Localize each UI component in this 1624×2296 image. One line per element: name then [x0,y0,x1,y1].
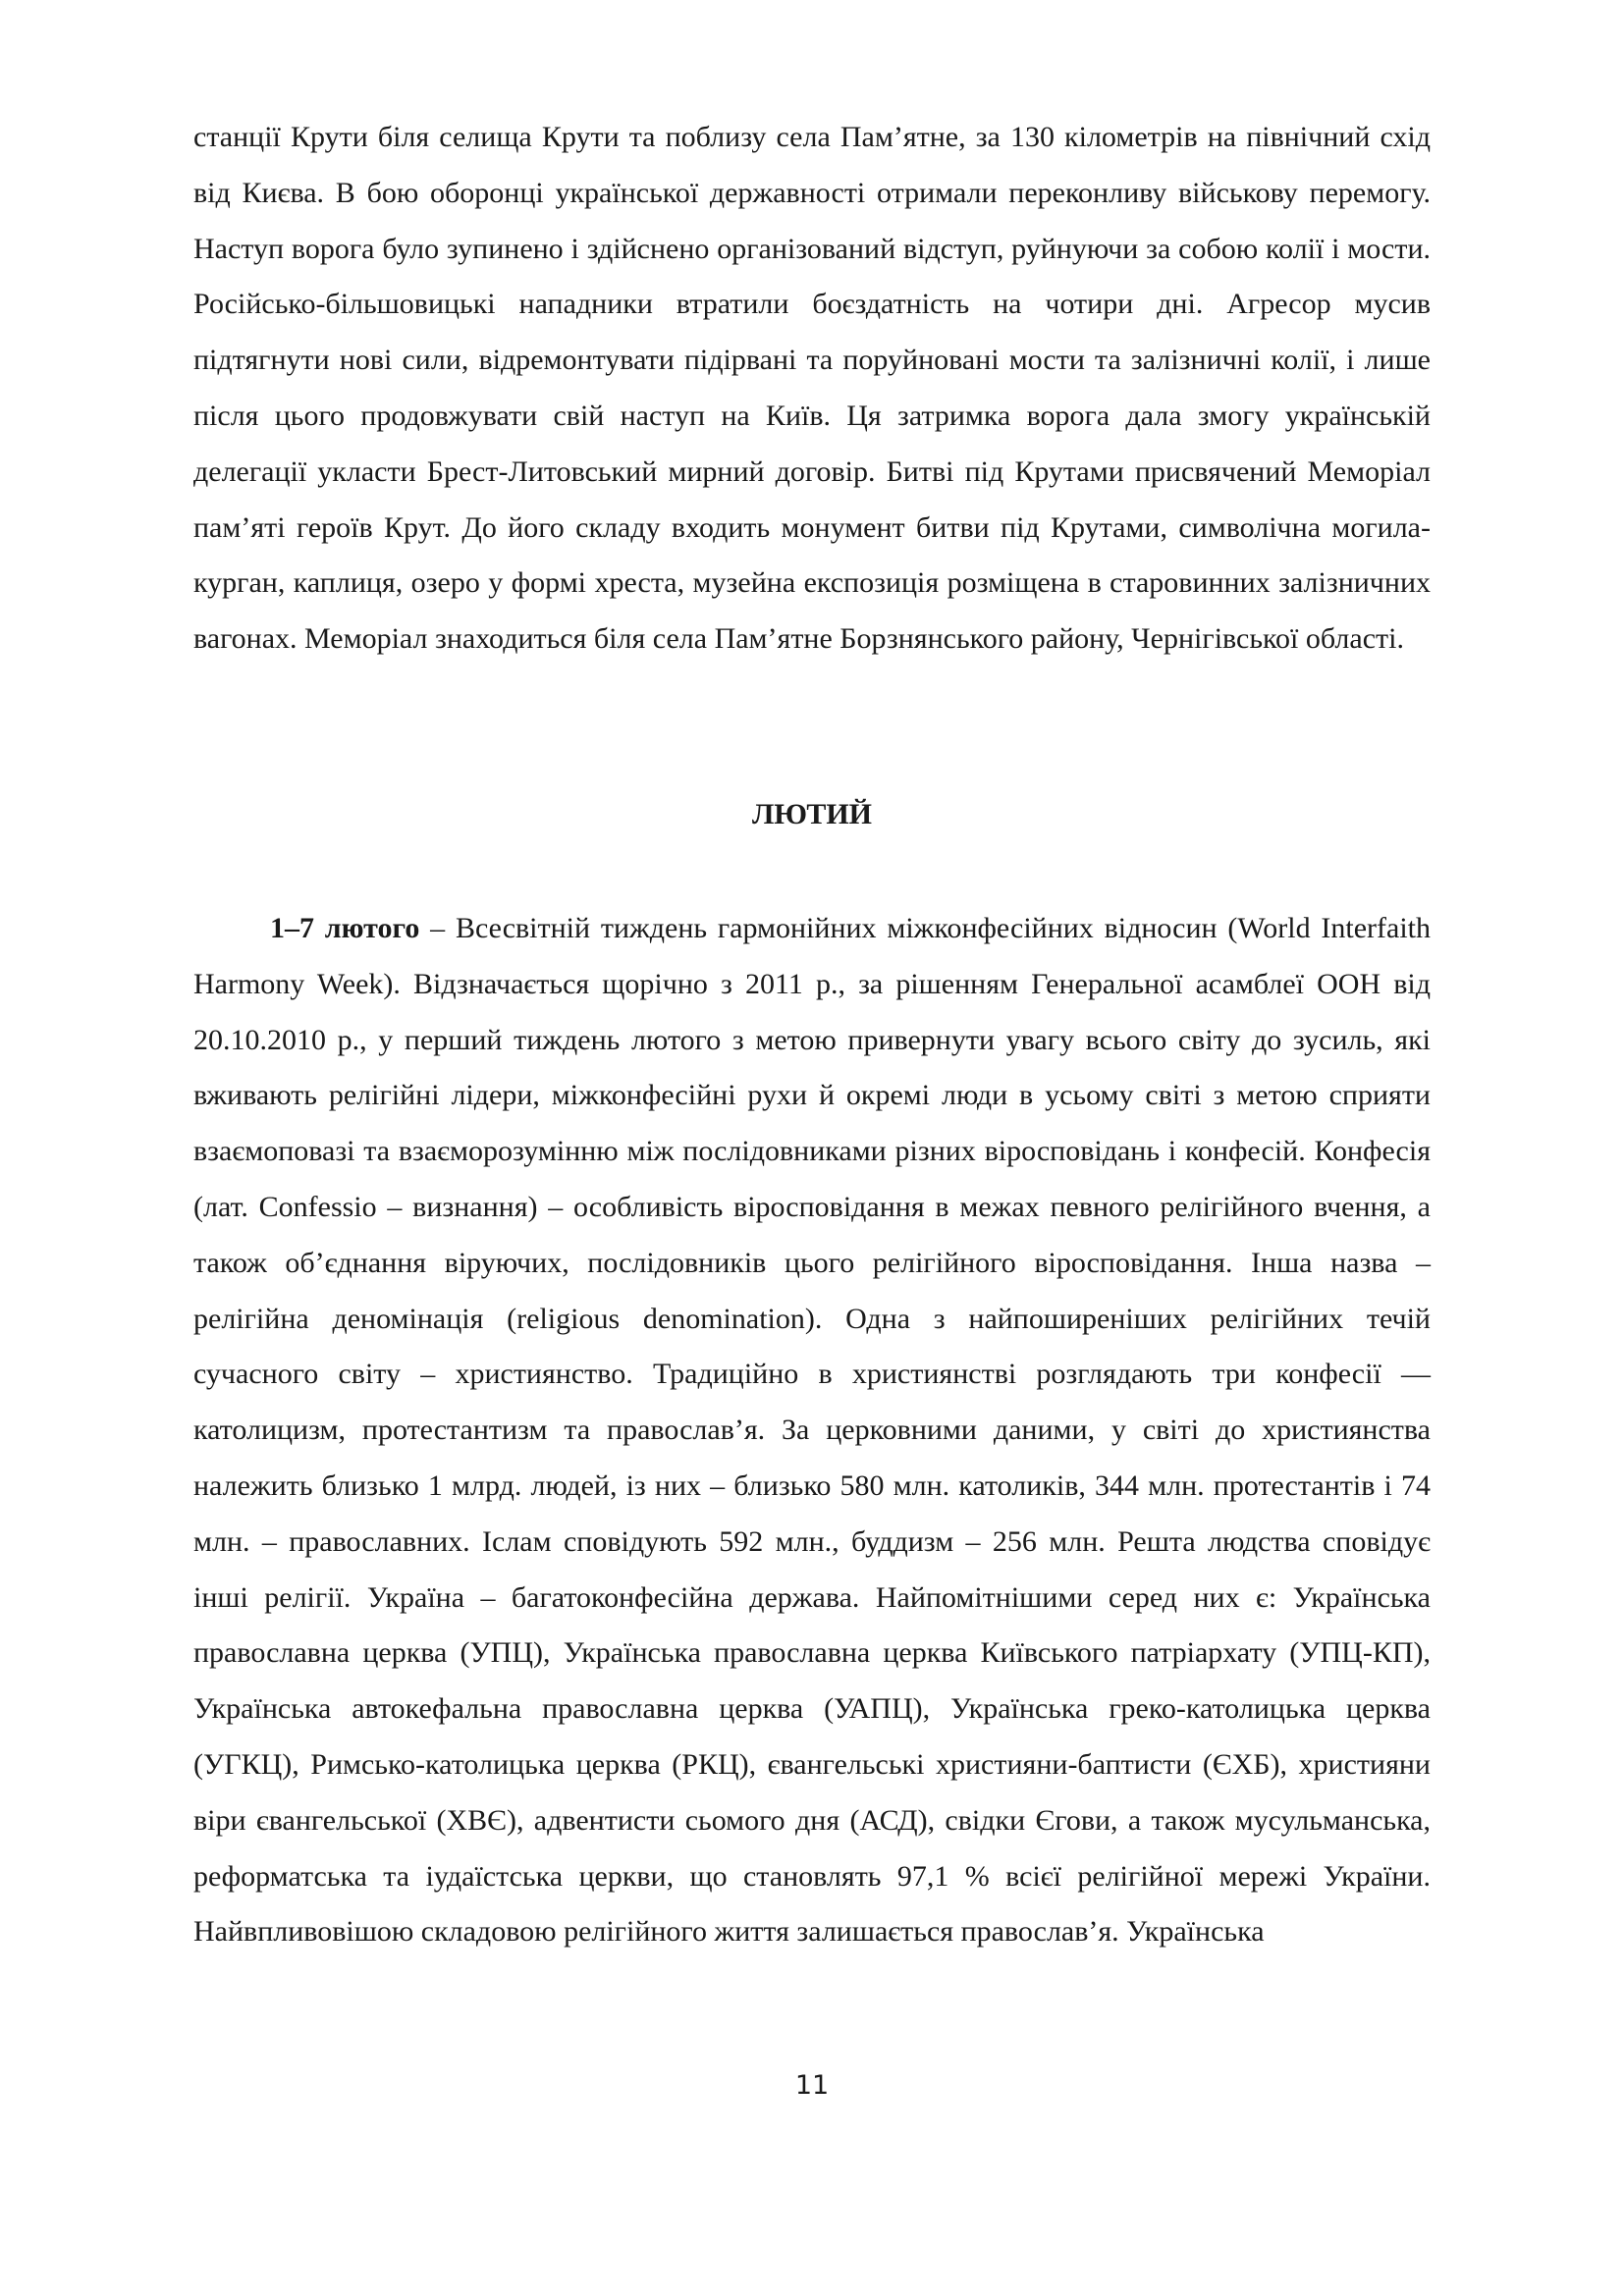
date-range-label: 1–7 лютого [270,912,420,944]
section-heading-february: ЛЮТИЙ [751,798,873,830]
body-paragraph-interfaith-week [193,901,1431,1960]
page-number: 11 [794,2070,830,2101]
body-paragraph-text: – Всесвітній тиждень гармонійних міжконфесійних відносин (World Interfaith Harmony Week). Відзначається щорічно з 2011 р., за рішенням Генеральної асамблеї ООН від 20.10.2010 р., у перший тиждень лютого з метою привернути увагу всього світу до зусиль, які вживають релігійні лідери, міжконфесійні рухи й окремі люди в усьому світі з метою сприяти взаємоповазі та взаєморозумінню між послідовниками різних віросповідань і конфесій. Конфесія (лат. Confessio – визнання) – особливість віросповідання в межах певного релігійного вчення, а також об’єднання віруючих, послідовників цього релігійного віросповідання. Інша назва – релігійна деномінація (religious denomination). Одна з найпоширеніших релігійних течій сучасного світу – християнство. Традиційно в християнстві розглядають три конфесії — католицизм, протестантизм та православ’я. За церковними даними, у світі до християнства належить близько 1 млрд. людей, із них – близько 580 млн. католиків, 344 млн. протестантів і 74 млн. – православних. Іслам сповідують 592 млн., буддизм – 256 млн. Решта людства сповідує інші релігії. Україна – багатоконфесійна держава. Найпомітнішими серед них є: Українська православна церква (УПЦ), Українська православна церква Київського патріархату (УПЦ-КП), Українська автокефальна православна церква (УАПЦ), Українська греко-католицька церква (УГКЦ), Римсько-католицька церква (РКЦ), євангельські християни-баптисти (ЄХБ), християни віри євангельської (ХВЄ), адвентисти сьомого дня (АСД), свідки Єгови, а також мусульманська, реформатська та іудаїстська церкви, що становлять 97,1 % всієї релігійної мережі України. Найвпливовішою складовою релігійного життя залишається православ’я. Українська [193,912,1431,1949]
body-paragraph-kruty: станції Крути біля селища Крути та поблизу села Пам’ятне, за 130 кілометрів на північний схід від Києва. В бою оборонці української державності отримали переконливу військову перемогу. Наступ ворога було зупинено і здійснено організований відступ, руйнуючи за собою колії і мости. Російсько-більшовицькі нападники втратили боєздатність на чотири дні. Агресор мусив підтягнути нові сили, відремонтувати підірвані та поруйновані мости та залізничні колії, і лише після цього продовжувати свій наступ на Київ. Ця затримка ворога дала змогу українській делегації укласти Брест-Литовський мирний договір. Битві під Крутами присвячений Меморіал пам’яті героїв Крут. До його складу входить монумент битви під Крутами, символічна могила-курган, каплиця, озеро у формі хреста, музейна експозиція розміщена в старовинних залізничних вагонах. Меморіал знаходиться біля села Пам’ятне Борзнянського району, Чернігівської області. [193,121,1431,656]
